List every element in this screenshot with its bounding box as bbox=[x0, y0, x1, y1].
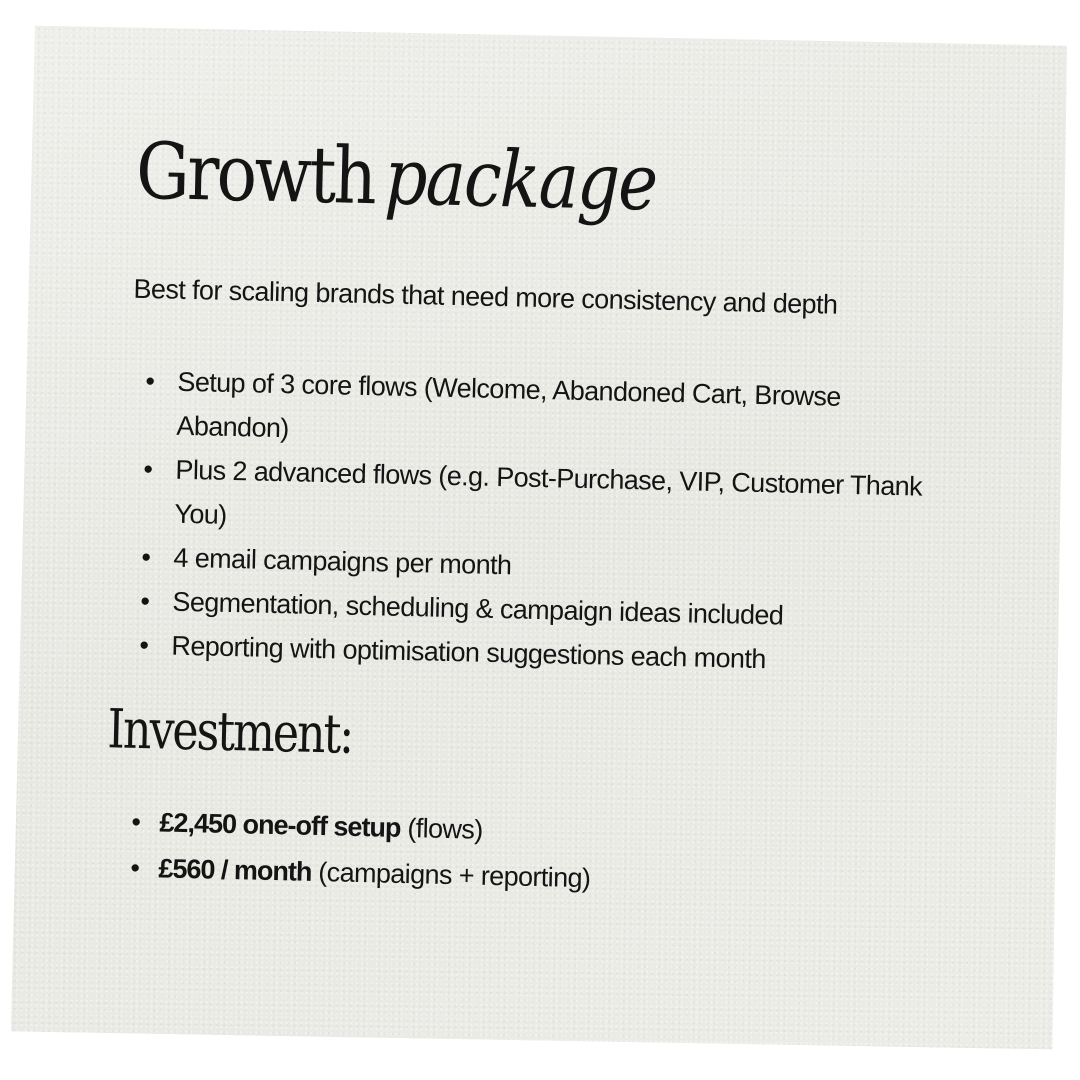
price-item-monthly bbox=[122, 845, 591, 902]
price-detail: (flows) bbox=[400, 812, 484, 845]
pricing-list bbox=[122, 799, 592, 902]
price-amount: £2,450 one-off setup bbox=[159, 807, 401, 843]
package-subtitle: Best for scaling brands that need more consistency and depth bbox=[133, 273, 838, 320]
feature-item: • 4 email campaigns per month bbox=[129, 535, 950, 598]
feature-item: • Reporting with optimisation suggestions each month bbox=[127, 623, 948, 686]
investment-heading: Investment: bbox=[106, 697, 353, 766]
page-title bbox=[135, 126, 658, 229]
feature-list bbox=[127, 359, 954, 686]
price-amount: £560 / month bbox=[158, 853, 312, 887]
title-accent: package bbox=[383, 132, 658, 229]
feature-item: • Setup of 3 core flows (Welcome, Abandoned Cart, Browse Abandon) bbox=[132, 359, 954, 466]
title-main: Growth bbox=[135, 126, 376, 223]
feature-item: • Plus 2 advanced flows (e.g. Post-Purchase, VIP, Customer Thank You) bbox=[130, 447, 952, 554]
price-detail: (campaigns + reporting) bbox=[311, 856, 591, 894]
feature-item: • Segmentation, scheduling & campaign ideas included bbox=[128, 579, 949, 642]
